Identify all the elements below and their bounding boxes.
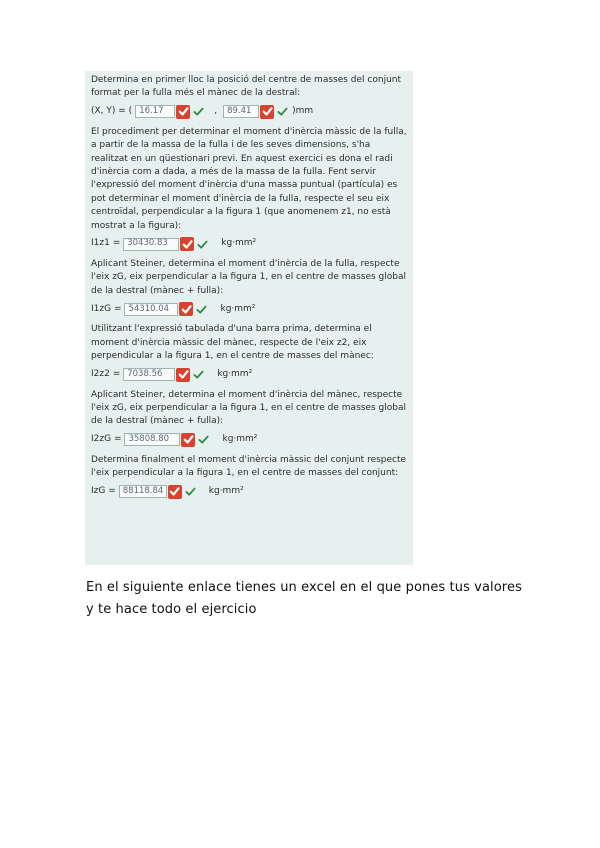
check-icon [193,106,204,117]
quiz-panel [85,71,413,565]
i2z2-label: I2z2 = [91,368,121,379]
i1zg-unit: kg·mm² [220,303,256,314]
i2zg-label: I2zG = [91,434,122,445]
y-answer-field[interactable]: 89.41 [223,105,259,118]
i1z1-label: I1z1 = [91,238,121,249]
checkmark-dropdown-icon[interactable] [260,105,274,119]
izg-answer-field[interactable]: 88118.84 [119,485,167,498]
izg-unit: kg·mm² [208,485,244,496]
i2z2-answer-field[interactable]: 7038.56 [123,368,175,381]
check-icon [196,304,207,315]
i1zg-answer-field[interactable]: 54310.04 [124,303,178,316]
x-answer-field[interactable]: 16.17 [135,105,175,118]
question-text-1: Determina en primer lloc la posició del centre de masses del conjunt format per la fulla més el mànec de la destral: [91,75,402,99]
checkmark-dropdown-icon[interactable] [176,368,190,382]
i1z1-unit: kg·mm² [221,238,257,249]
i2z2-answer-row [91,367,407,383]
check-icon [198,434,209,445]
question-text-3: Aplicant Steiner, determina el moment d'inèrcia de la fulla, respecte l'eix zG, eix perpendicular a la figura 1, en el centre de masses global de la destral (mànec + fulla): [91,259,406,296]
checkmark-dropdown-icon[interactable] [176,105,190,119]
i1zg-answer-row [91,301,407,317]
question-text-5: Aplicant Steiner, determina el moment d'inèrcia del mànec, respecte l'eix zG, eix perpendicular a la figura 1, en el centre de masses global de la destral (mànec + fulla): [91,389,406,427]
i1z1-answer-field[interactable]: 30430.83 [123,238,179,251]
i1z1-answer-row [91,236,407,252]
question-text-2: El procediment per determinar el moment d'inèrcia màssic de la fulla, a partir de la massa de la fulla i de les seves dimensions, s'ha realitzat en un qüestionari previ. En aquest exercici es dona el radi d'inèrcia com a dada, a més de la massa de la fulla. Fent servir l'expressió del moment d'inèrcia d'una massa puntual (partícula) es pot determinar el moment d'inèrcia de la fulla, respecte el seu eix centroïdal, perpendicular a la figura 1 (que anomenem z1, no està mostrat a la figura): [91,126,407,231]
coords-answer-row [91,104,407,120]
check-icon [185,486,196,497]
coords-separator: , [214,106,218,117]
checkmark-dropdown-icon[interactable] [179,302,193,316]
question-text-4: Utilitzant l'expressió tabulada d'una barra prima, determina el moment d'inèrcia màssic del mànec, respecte de l'eix z2, eix perpendicular a la figura 1, en el centre de masses del mànec: [91,324,374,362]
coords-label: (X, Y) = ( [91,106,133,117]
i2zg-answer-field[interactable]: 35808.80 [124,433,180,446]
check-icon [193,369,204,380]
check-icon [197,239,208,250]
izg-label: IzG = [91,485,116,496]
checkmark-dropdown-icon[interactable] [168,485,182,499]
checkmark-dropdown-icon[interactable] [181,433,195,447]
i1zg-label: I1zG = [91,303,122,314]
i2z2-unit: kg·mm² [217,368,253,379]
i2zg-unit: kg·mm² [222,434,258,445]
coords-unit: )mm [292,106,314,117]
check-icon [277,106,288,117]
i2zg-answer-row [91,432,407,448]
question-text-6: Determina finalment el moment d'inèrcia màssic del conjunt respecte l'eix perpendicular a la figura 1, en el centre de masses del conjunt: [91,454,407,479]
izg-answer-row [91,484,407,500]
checkmark-dropdown-icon[interactable] [180,237,194,251]
excel-link-note: En el siguiente enlace tienes un excel en el que pones tus valores y te hace todo el ejercicio [86,580,522,617]
